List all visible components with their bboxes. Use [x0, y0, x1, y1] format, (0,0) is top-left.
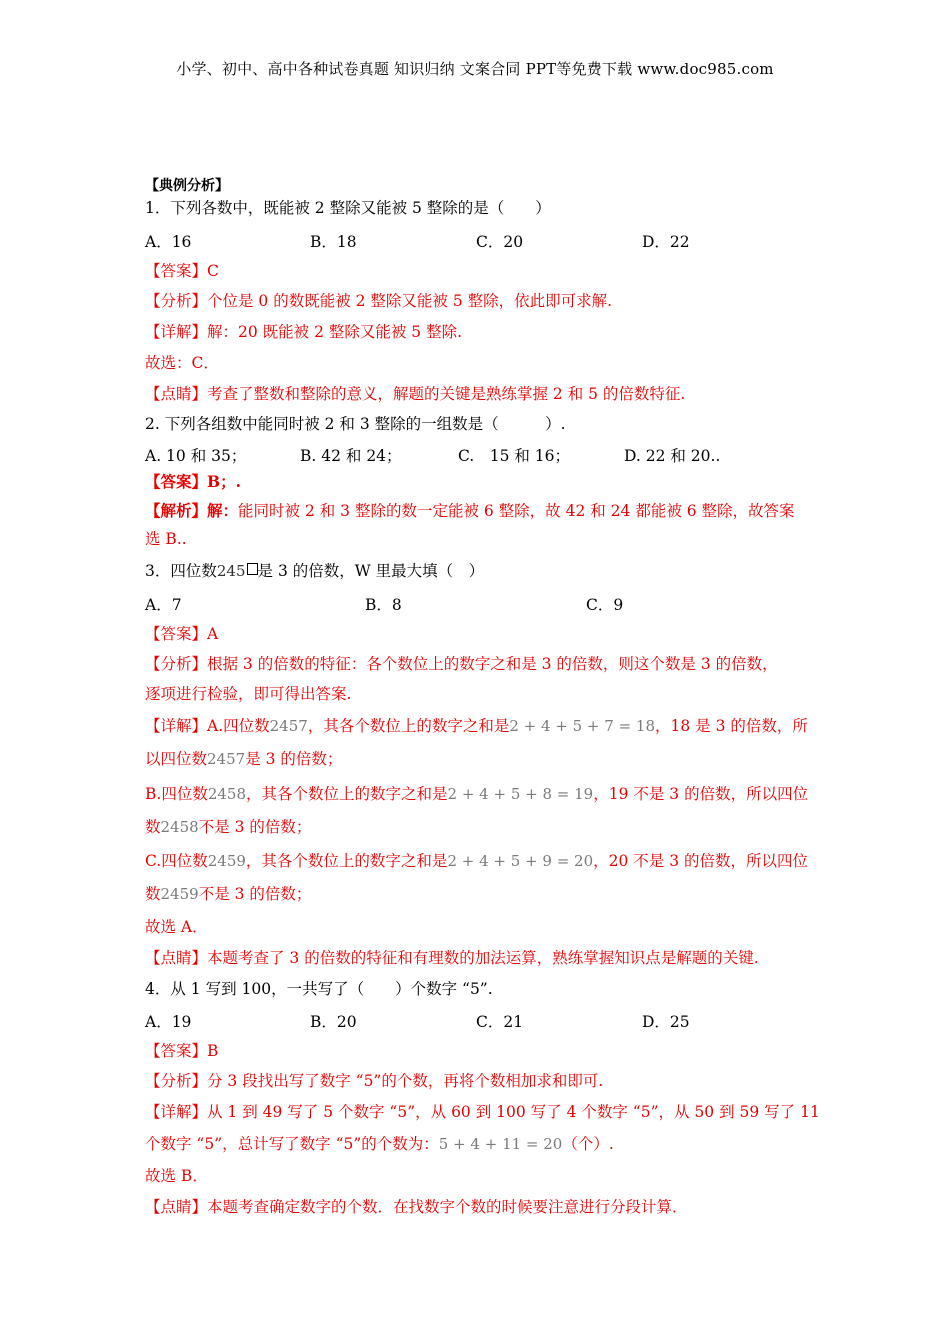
- q1-option-c: C．20: [476, 233, 524, 251]
- q4-option-a: A．19: [145, 1013, 192, 1031]
- q4-option-c: C．21: [476, 1013, 524, 1031]
- q1-answer: 【答案】C: [145, 262, 219, 280]
- q1-option-d: D．22: [642, 233, 690, 251]
- q4-conclusion: 故选 B．: [145, 1167, 208, 1185]
- q3-answer: 【答案】A: [145, 625, 219, 643]
- q2-analysis-text: 能同时被 2 和 3 整除的数一定能被 6 整除，故 42 和 24 都能被 6 整除，故答案: [238, 502, 795, 520]
- q4-option-d: D．25: [642, 1013, 690, 1031]
- q3-detail-b: B.四位数2458，其各个数位上的数字之和是2 + 4 + 5 + 8 = 19，19 不是 3 的倍数，所以四位: [145, 785, 809, 803]
- q1-conclusion: 故选：C．: [145, 354, 219, 372]
- q3-option-c: C．9: [586, 596, 624, 614]
- q3-conclusion: 故选 A．: [145, 918, 208, 936]
- q2-option-b: B. 42 和 24；: [300, 447, 402, 465]
- q2-option-a: A. 10 和 35；: [145, 447, 247, 465]
- q1-option-a: A．16: [145, 233, 192, 251]
- q2-option-c: C. 15 和 16；: [458, 447, 571, 465]
- q3-detail-c: C.四位数2459，其各个数位上的数字之和是2 + 4 + 5 + 9 = 20，20 不是 3 的倍数，所以四位: [145, 852, 808, 870]
- q3-detail-a2: 以四位数2457是 3 的倍数；: [145, 750, 343, 768]
- q1-analysis: 【分析】个位是 0 的数既能被 2 整除又能被 5 整除，依此即可求解.: [145, 292, 613, 310]
- q3-analysis-line2: 逐项进行检验，即可得出答案.: [145, 685, 352, 703]
- q4-detail-line2: 个数字 “5”，总计写了数字 “5”的个数为：5 + 4 + 11 = 20（个）.: [145, 1135, 614, 1153]
- q3-stem-number: 245: [216, 562, 246, 580]
- q1-detail: 【详解】解：20 既能被 2 整除又能被 5 整除.: [145, 323, 463, 341]
- q4-stem: 4．从 1 写到 100，一共写了（ ）个数字 “5”.: [145, 980, 493, 998]
- q1-comment: 【点睛】考查了整数和整除的意义，解题的关键是熟练掌握 2 和 5 的倍数特征.: [145, 385, 686, 403]
- q3-comment: 【点睛】本题考查了 3 的倍数的特征和有理数的加法运算，熟练掌握知识点是解题的关键.: [145, 949, 759, 967]
- q2-stem: 2. 下列各组数中能同时被 2 和 3 整除的一组数是（ ）.: [145, 415, 566, 433]
- blank-box-icon: [247, 563, 258, 575]
- q1-option-b: B．18: [310, 233, 357, 251]
- site-header: 小学、初中、高中各种试卷真题 知识归纳 文案合同 PPT等免费下载 www.doc985.com: [176, 60, 774, 78]
- q4-answer: 【答案】B: [145, 1042, 219, 1060]
- q3-detail-b2: 数2458不是 3 的倍数；: [145, 818, 312, 836]
- q2-analysis-line2: 选 B..: [145, 530, 187, 548]
- q3-option-b: B．8: [365, 596, 402, 614]
- q3-analysis-line1: 【分析】根据 3 的倍数的特征：各个数位上的数字之和是 3 的倍数，则这个数是 3 的倍数，: [145, 655, 778, 673]
- section-title: 【典例分析】: [145, 178, 229, 194]
- q4-comment: 【点睛】本题考查确定数字的个数．在找数字个数的时候要注意进行分段计算．: [145, 1198, 688, 1216]
- q4-detail-line1: 【详解】从 1 到 49 写了 5 个数字 “5”，从 60 到 100 写了 4 个数字 “5”，从 50 到 59 写了 11: [145, 1103, 820, 1121]
- q1-stem: 1．下列各数中，既能被 2 整除又能被 5 整除的是（ ）: [145, 199, 551, 217]
- q3-detail-a: 【详解】A.四位数2457，其各个数位上的数字之和是2 + 4 + 5 + 7 = 18，18 是 3 的倍数，所: [145, 717, 808, 735]
- q2-analysis-label: 【解析】解：: [145, 501, 239, 520]
- q3-stem: 3．四位数245 是 3 的倍数，W 里最大填（ ）: [145, 562, 485, 580]
- q3-detail-c2: 数2459不是 3 的倍数；: [145, 885, 312, 903]
- q2-answer: 【答案】B；.: [145, 472, 241, 491]
- q2-option-d: D. 22 和 20..: [624, 447, 721, 465]
- q4-option-b: B．20: [310, 1013, 357, 1031]
- q3-option-a: A．7: [145, 596, 182, 614]
- q4-analysis: 【分析】分 3 段找出写了数字 “5”的个数，再将个数相加求和即可.: [145, 1072, 604, 1090]
